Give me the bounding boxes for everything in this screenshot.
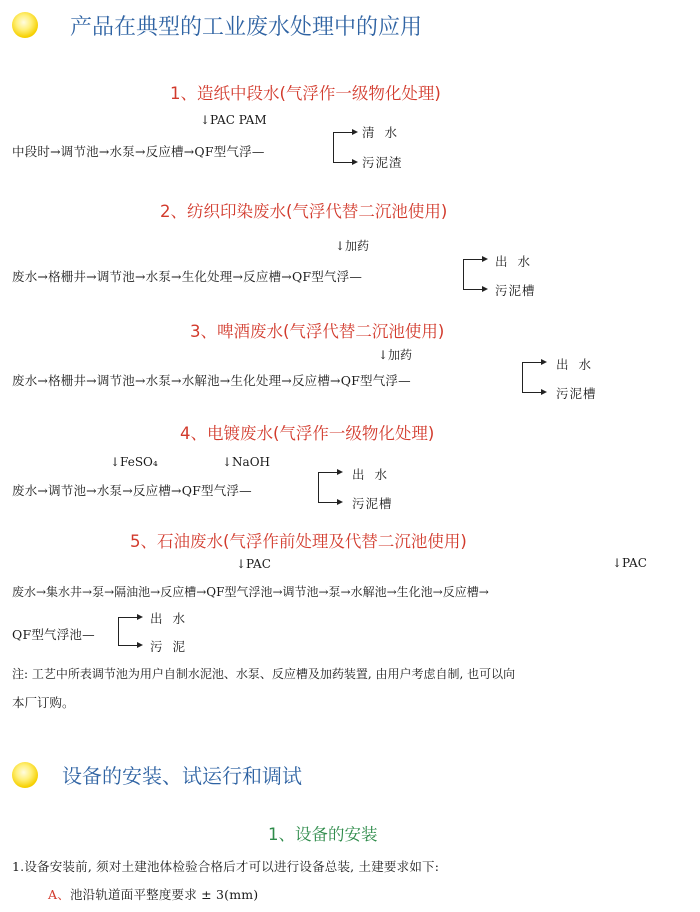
process-3-output-1: 出 水 [556,357,594,372]
process-2-additive: ↓加药 [335,239,370,253]
note-line-2: 本厂订购。 [12,695,75,710]
install-item-a [48,885,258,903]
process-4-output-2: 污泥槽 [352,496,393,511]
process-4-output-1: 出 水 [352,467,390,482]
process-1-arrow-top [352,129,358,135]
process-4-flow: 废水→调节池→水泵→反应槽→QF型气浮— [12,483,252,498]
process-1-additive: ↓PAC PAM [200,113,267,127]
process-2-output-2: 污泥槽 [495,283,536,298]
section-bullet-icon [12,762,38,788]
install-item-a-letter: A、 [48,887,70,902]
note-line-1: 注: 工艺中所表调节池为用户自制水泥池、水泵、反应槽及加药装置, 由用户考虑自制, 也可以向 [12,667,516,681]
process-1-arrow-bottom [352,159,358,165]
process-5-arrow-bottom [137,642,143,648]
process-5-flow-continued: QF型气浮池— [12,627,95,642]
process-3-arrow-bottom [541,389,547,395]
process-5-arrow-top [137,614,143,620]
process-5-additive-1: ↓PAC [236,557,271,571]
process-5-branch-bottom [118,645,138,646]
process-5-branch [118,617,119,645]
process-3-branch [522,362,523,392]
process-3-arrow-top [541,359,547,365]
process-1-title: 1、造纸中段水(气浮作一级物化处理) [170,84,441,103]
process-1-branch-top [333,132,353,133]
process-1-flow: 中段时→调节池→水泵→反应槽→QF型气浮— [12,144,265,159]
process-3-additive: ↓加药 [378,348,413,362]
section-2-subtitle: 1、设备的安装 [268,825,378,844]
process-5-branch-top [118,617,138,618]
process-4-branch-bottom [318,502,338,503]
process-4-branch-top [318,472,338,473]
process-5-title: 5、石油废水(气浮作前处理及代替二沉池使用) [130,532,467,551]
process-4-arrow-top [337,469,343,475]
process-5-additive-2: ↓PAC [612,556,647,570]
process-2-branch-top [463,259,483,260]
process-2-branch-bottom [463,289,483,290]
process-2-arrow-top [482,256,488,262]
process-1-output-2: 污泥渣 [362,155,403,170]
process-3-flow: 废水→格栅井→调节池→水泵→水解池→生化处理→反应槽→QF型气浮— [12,373,411,388]
process-4-additive-1: ↓FeSO₄ [110,455,158,469]
process-3-output-2: 污泥槽 [556,386,597,401]
process-4-title: 4、电镀废水(气浮作一级物化处理) [180,424,435,443]
process-2-output-1: 出 水 [495,254,533,269]
process-3-branch-top [522,362,542,363]
process-4-additive-2: ↓NaOH [222,455,271,469]
section-title: 产品在典型的工业废水处理中的应用 [70,15,423,40]
process-4-branch [318,472,319,502]
process-2-title: 2、纺织印染废水(气浮代替二沉池使用) [160,202,448,221]
process-5-flow: 废水→集水井→泵→隔油池→反应槽→QF型气浮池→调节池→泵→水解池→生化池→反应槽→ [12,585,489,599]
install-item-a-text: 池沿轨道面平整度要求 ± 3(mm) [69,887,259,902]
process-1-branch [333,132,334,162]
process-5-output-1: 出 水 [150,611,188,626]
section-2-title: 设备的安装、试运行和调试 [62,764,302,788]
process-2-arrow-bottom [482,286,488,292]
process-1-output-1: 清 水 [362,125,400,140]
process-1-branch-bottom [333,162,353,163]
process-2-flow: 废水→格栅井→调节池→水泵→生化处理→反应槽→QF型气浮— [12,269,363,284]
install-item-1: 1.设备安装前, 须对土建池体检验合格后才可以进行设备总装, 土建要求如下: [12,859,440,874]
process-3-title: 3、啤酒废水(气浮代替二沉池使用) [190,322,445,341]
process-2-branch [463,259,464,289]
process-4-arrow-bottom [337,499,343,505]
process-5-output-2: 污 泥 [150,639,188,654]
process-3-branch-bottom [522,392,542,393]
section-bullet-icon [12,12,38,38]
